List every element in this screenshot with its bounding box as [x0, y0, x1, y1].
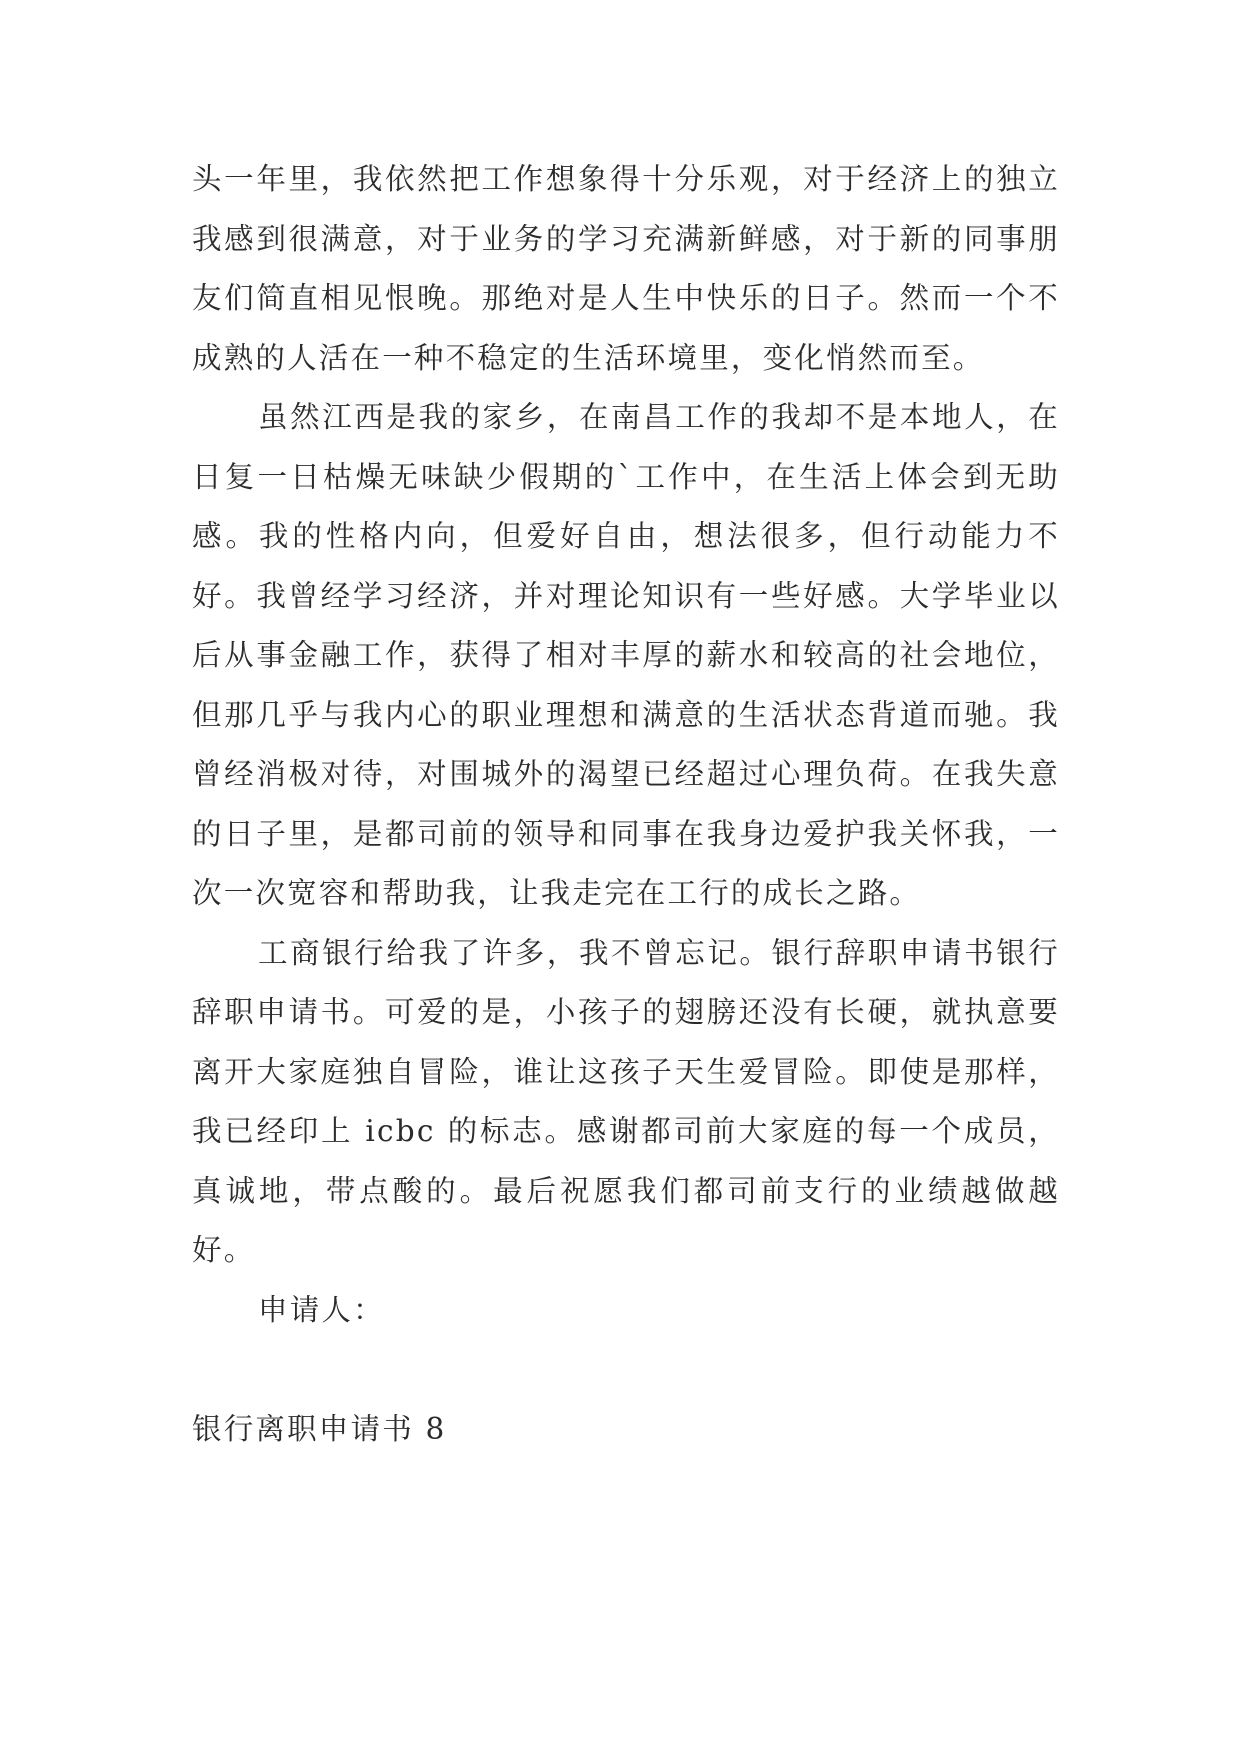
- paragraph-gratitude: 工商银行给我了许多，我不曾忘记。银行辞职申请书银行辞职申请书。可爱的是，小孩子的翅膀还没有长硬，就执意要离开大家庭独自冒险，谁让这孩子天生爱冒险。即使是那样，我已经印上 icbc 的标志。感谢都司前大家庭的每一个成员，真诚地，带点酸的。最后祝愿我们都司前支行的业绩越做越好。: [192, 935, 1060, 1267]
- paragraph-continuation: 头一年里，我依然把工作想象得十分乐观，对于经济上的独立我感到很满意，对于业务的学习充满新鲜感，对于新的同事朋友们简直相见恨晚。那绝对是人生中快乐的日子。然而一个不成熟的人活在一种不稳定的生活环境里，变化悄然而至。: [192, 162, 1060, 375]
- signature-label: 申请人：: [258, 1292, 385, 1327]
- paragraph-hometown: 虽然江西是我的家乡，在南昌工作的我却不是本地人，在日复一日枯燥无味缺少假期的`工作中，在生活上体会到无助感。我的性格内向，但爱好自由，想法很多，但行动能力不好。我曾经学习经济，并对理论知识有一些好感。大学毕业以后从事金融工作，获得了相对丰厚的薪水和较高的社会地位，但那几乎与我内心的职业理想和满意的生活状态背道而驰。我曾经消极对待，对围城外的渴望已经超过心理负荷。在我失意的日子里，是都司前的领导和同事在我身边爱护我关怀我，一次一次宽容和帮助我，让我走完在工行的成长之路。: [192, 400, 1060, 910]
- blank-line: [192, 1340, 1060, 1400]
- document-body: [192, 150, 1060, 1459]
- section-title: 银行离职申请书 8: [192, 1411, 447, 1446]
